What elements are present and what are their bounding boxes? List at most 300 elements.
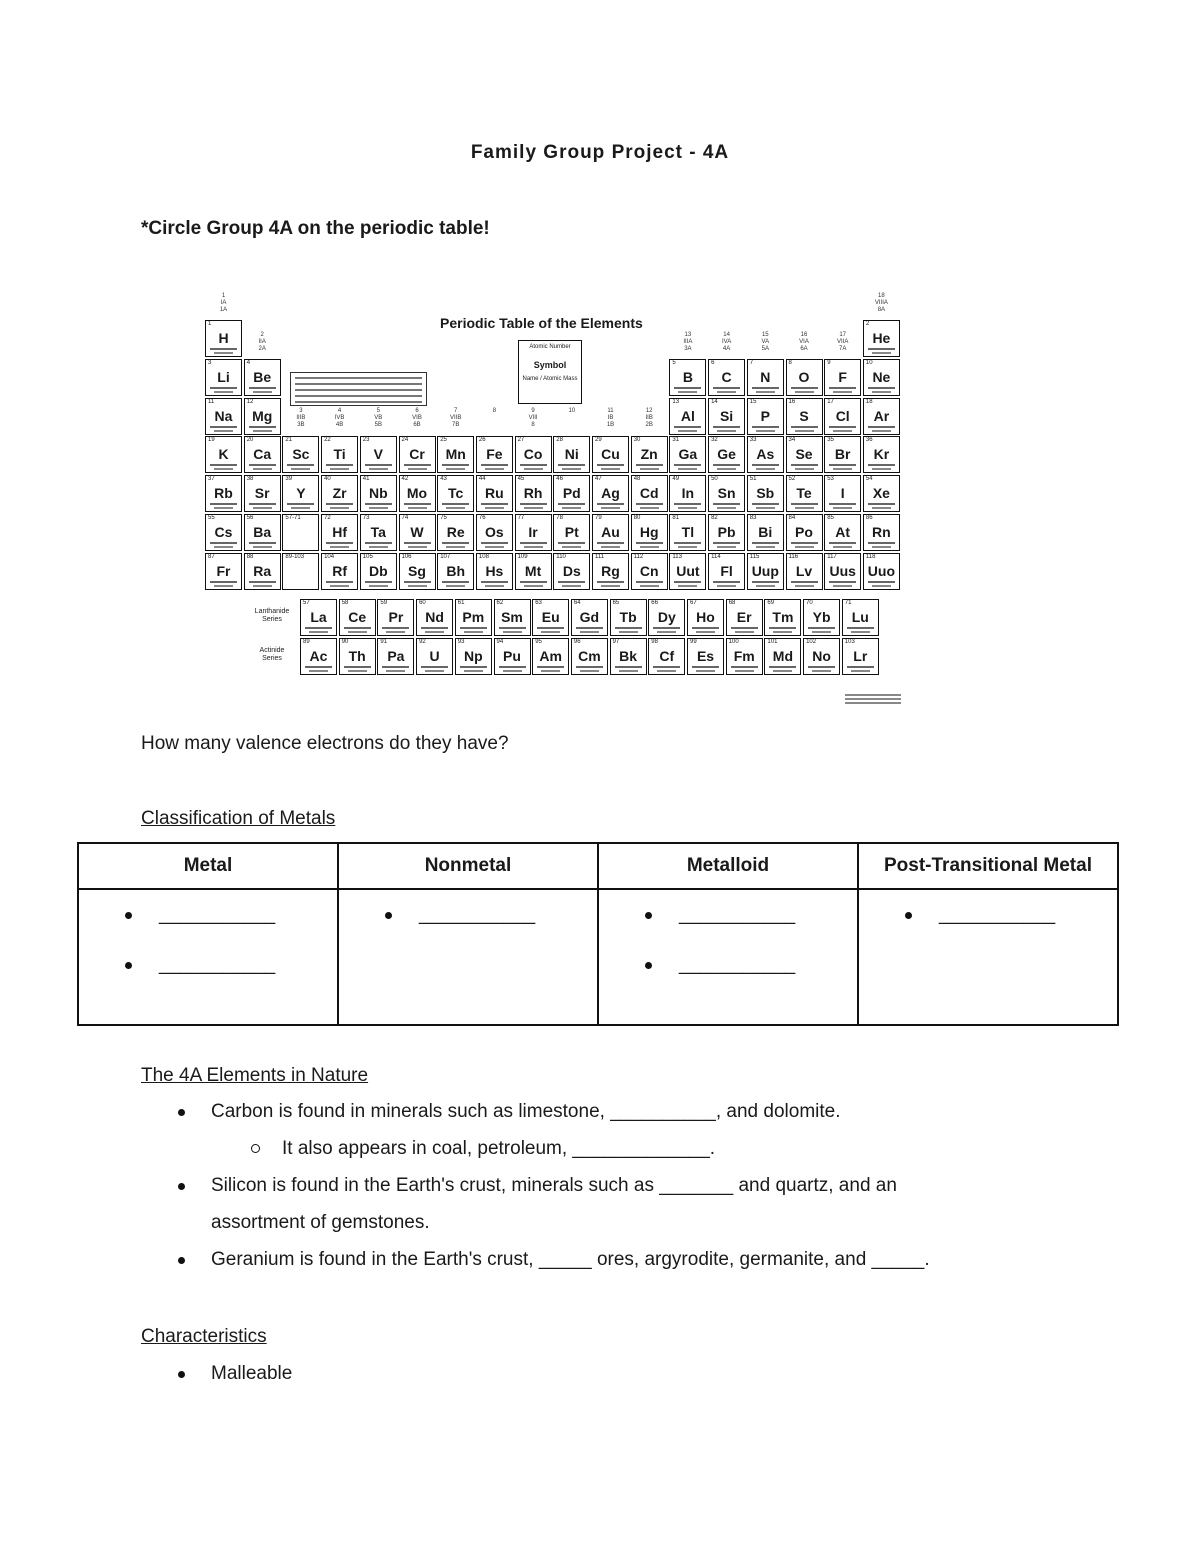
element-symbol: U (429, 648, 440, 664)
element-cell[interactable] (476, 553, 513, 590)
element-cell[interactable] (863, 320, 900, 357)
atomic-number: 48 (633, 476, 641, 483)
atomic-number: 62 (496, 600, 504, 606)
element-cell[interactable] (786, 553, 823, 590)
atomic-number: 105 (362, 553, 373, 560)
group-label: 6 VIB 6B (412, 408, 422, 428)
list-item (141, 1093, 1061, 1130)
atomic-number: 34 (788, 437, 796, 444)
blank-item (599, 904, 857, 954)
nature-item-germanium: Geranium is found in the Earth's crust, _____ ores, argyrodite, germanite, and _____. (211, 1249, 930, 1270)
element-cell[interactable] (282, 553, 319, 590)
element-cell[interactable] (339, 599, 376, 636)
element-cell[interactable] (824, 359, 861, 396)
atomic-number: 78 (556, 515, 563, 521)
element-cell[interactable] (687, 638, 724, 675)
element-cell[interactable] (631, 553, 668, 590)
group-label: 3 IIIB 3B (296, 408, 306, 428)
element-cell[interactable] (515, 514, 552, 551)
metal-cell[interactable] (78, 889, 338, 1025)
atomic-number: 15 (749, 398, 757, 405)
element-cell[interactable] (592, 436, 629, 473)
element-symbol: Sr (254, 485, 270, 502)
atomic-number: 98 (651, 639, 658, 645)
atomic-number: 65 (612, 600, 620, 606)
element-cell[interactable] (648, 599, 685, 636)
header-nonmetal: Nonmetal (338, 843, 598, 889)
atomic-number: 1 (208, 321, 212, 327)
element-symbol: Cm (578, 648, 601, 664)
element-symbol: Bh (446, 562, 466, 579)
atomic-number: 17 (827, 398, 834, 405)
element-cell[interactable] (863, 398, 900, 435)
element-cell[interactable] (244, 398, 281, 435)
element-cell[interactable] (476, 475, 513, 512)
element-cell[interactable] (669, 398, 706, 435)
blank-line[interactable]: ___________ (159, 904, 276, 925)
element-symbol: Rh (523, 485, 543, 502)
element-cell[interactable] (399, 436, 436, 473)
element-cell[interactable] (282, 436, 319, 473)
element-symbol: Be (253, 368, 272, 385)
atomic-number: 93 (457, 639, 465, 645)
element-cell[interactable] (669, 475, 706, 512)
atomic-number: 7 (749, 359, 754, 366)
element-cell[interactable] (339, 638, 376, 675)
list-item (141, 1355, 1061, 1392)
metalloid-cell[interactable] (598, 889, 858, 1025)
element-cell[interactable] (764, 599, 801, 636)
group-label: 16 VIA 6A (799, 332, 809, 352)
atomic-number: 33 (749, 437, 757, 444)
element-cell[interactable] (747, 436, 784, 473)
element-cell[interactable] (377, 638, 414, 675)
element-cell[interactable] (687, 599, 724, 636)
element-symbol: Se (795, 446, 813, 463)
element-cell[interactable] (708, 514, 745, 551)
element-cell[interactable] (399, 514, 436, 551)
element-symbol: Rf (332, 562, 347, 579)
element-cell[interactable] (747, 514, 784, 551)
element-symbol: Hf (332, 524, 347, 540)
element-cell[interactable] (786, 436, 823, 473)
atomic-number: 79 (595, 515, 602, 521)
blank-line[interactable]: ___________ (679, 954, 796, 975)
element-symbol: Pt (564, 524, 579, 540)
group-label: 1 IA 1A (219, 293, 228, 313)
atomic-number: 31 (672, 437, 680, 444)
element-symbol: In (681, 485, 695, 502)
element-symbol: Gd (579, 609, 600, 625)
group-label: 10 (568, 408, 576, 414)
atomic-number: 108 (478, 553, 489, 560)
header-post-transitional-metal: Post-Transitional Metal (858, 843, 1118, 889)
element-cell[interactable] (648, 638, 685, 675)
group-label: 11 IB 1B (606, 408, 615, 428)
element-cell[interactable] (515, 475, 552, 512)
nature-list (141, 1093, 1061, 1278)
nature-heading: The 4A Elements in Nature (141, 1065, 369, 1086)
element-cell[interactable] (803, 599, 840, 636)
element-symbol: As (756, 446, 775, 463)
atomic-number: 16 (788, 398, 796, 405)
element-cell[interactable] (592, 475, 629, 512)
element-cell[interactable] (300, 599, 337, 636)
element-cell[interactable] (360, 475, 397, 512)
element-cell[interactable] (764, 638, 801, 675)
element-cell[interactable] (205, 398, 242, 435)
element-cell[interactable] (824, 553, 861, 590)
element-symbol: Po (795, 524, 813, 540)
element-symbol: Ar (873, 407, 890, 424)
element-cell[interactable] (282, 475, 319, 512)
list-item (141, 1130, 1061, 1167)
element-cell[interactable] (399, 475, 436, 512)
element-cell[interactable] (863, 514, 900, 551)
element-symbol: Tl (681, 524, 695, 540)
element-symbol: Ne (872, 368, 891, 385)
element-symbol: Pr (388, 609, 404, 625)
bullet-icon (178, 1183, 185, 1190)
element-symbol: Pu (503, 648, 521, 664)
element-cell[interactable] (321, 436, 358, 473)
element-cell[interactable] (360, 514, 397, 551)
element-cell[interactable] (360, 553, 397, 590)
element-cell[interactable] (786, 475, 823, 512)
element-cell[interactable] (416, 638, 453, 675)
atomic-number: 86 (865, 515, 873, 521)
element-cell[interactable] (786, 398, 823, 435)
element-symbol: Np (463, 648, 483, 664)
atomic-number: 91 (380, 639, 388, 645)
element-symbol: Tc (448, 485, 464, 502)
element-cell[interactable] (205, 475, 242, 512)
bullet-icon (178, 1371, 185, 1378)
element-symbol: Ac (309, 648, 328, 664)
element-symbol: N (760, 368, 771, 385)
element-cell[interactable] (842, 638, 879, 675)
element-cell[interactable] (747, 553, 784, 590)
element-symbol: Sm (501, 609, 523, 625)
atomic-number: 51 (749, 476, 757, 483)
element-cell[interactable] (571, 638, 608, 675)
atomic-number: 54 (865, 476, 873, 483)
instruction-text: *Circle Group 4A on the periodic table! (141, 218, 490, 239)
element-cell[interactable] (726, 599, 763, 636)
element-cell[interactable] (205, 436, 242, 473)
element-cell[interactable] (360, 436, 397, 473)
blank-line[interactable]: ___________ (679, 904, 796, 925)
element-cell[interactable] (863, 436, 900, 473)
element-cell[interactable] (571, 599, 608, 636)
element-cell[interactable] (321, 553, 358, 590)
atomic-number: 68 (728, 600, 736, 606)
atomic-number: 38 (246, 476, 254, 483)
element-cell[interactable] (553, 475, 590, 512)
element-cell[interactable] (669, 359, 706, 396)
atomic-number: 26 (478, 437, 486, 444)
element-symbol: F (838, 368, 847, 385)
element-symbol: Cl (835, 407, 850, 424)
element-symbol: Fe (486, 446, 503, 463)
element-cell[interactable] (747, 475, 784, 512)
element-symbol: Tm (772, 609, 794, 625)
element-cell[interactable] (476, 436, 513, 473)
element-cell[interactable] (377, 599, 414, 636)
atomic-number: 116 (788, 553, 799, 560)
element-cell[interactable] (786, 514, 823, 551)
element-cell[interactable] (747, 359, 784, 396)
nonmetal-cell[interactable] (338, 889, 598, 1025)
atomic-number: 3 (208, 359, 212, 366)
element-cell[interactable] (631, 514, 668, 551)
characteristics-heading: Characteristics (141, 1326, 267, 1347)
element-cell[interactable] (494, 638, 531, 675)
atomic-number: 60 (419, 600, 426, 606)
element-cell[interactable] (437, 436, 474, 473)
element-cell[interactable] (669, 436, 706, 473)
blank-line[interactable]: ___________ (939, 904, 1056, 925)
element-cell[interactable] (437, 475, 474, 512)
element-cell[interactable] (244, 436, 281, 473)
group-label: 17 VIIA 7A (837, 332, 849, 352)
element-cell[interactable] (708, 436, 745, 473)
post-transitional-cell[interactable] (858, 889, 1118, 1025)
element-symbol: Cu (601, 446, 620, 463)
element-symbol: Pm (462, 609, 485, 625)
element-symbol: K (218, 446, 229, 463)
atomic-number: 30 (633, 437, 641, 444)
element-cell[interactable] (455, 599, 492, 636)
element-cell[interactable] (300, 638, 337, 675)
element-cell[interactable] (708, 398, 745, 435)
element-cell[interactable] (321, 475, 358, 512)
element-cell[interactable] (824, 514, 861, 551)
element-symbol: Sn (717, 485, 736, 502)
atomic-number: 66 (651, 600, 658, 606)
element-cell[interactable] (455, 638, 492, 675)
element-cell[interactable] (244, 359, 281, 396)
atomic-number: 77 (517, 515, 525, 521)
element-symbol: Dy (657, 609, 676, 625)
element-cell[interactable] (824, 398, 861, 435)
element-symbol: Mg (252, 407, 273, 424)
atomic-number: 103 (844, 639, 855, 645)
element-symbol: Al (680, 407, 695, 424)
element-cell[interactable] (592, 553, 629, 590)
element-symbol: Os (485, 524, 504, 540)
atomic-number: 69 (767, 600, 775, 606)
element-symbol: Zn (640, 446, 658, 463)
element-cell[interactable] (205, 320, 242, 357)
atomic-number: 53 (827, 476, 834, 483)
element-symbol: S (799, 407, 809, 424)
list-item (141, 1241, 1061, 1278)
characteristics-list (141, 1355, 1061, 1392)
key-top-label: Atomic Number (529, 344, 571, 350)
element-symbol: Sg (408, 562, 426, 579)
atomic-number: 94 (496, 639, 504, 645)
atomic-number: 110 (556, 553, 566, 560)
element-cell[interactable] (863, 359, 900, 396)
blank-line[interactable]: ___________ (419, 904, 536, 925)
element-cell[interactable] (553, 553, 590, 590)
atomic-number: 85 (827, 515, 834, 521)
atomic-number: 24 (401, 437, 409, 444)
bullet-icon (645, 962, 652, 969)
element-symbol: Ds (562, 562, 581, 579)
element-symbol: Ba (253, 524, 272, 540)
element-symbol: Co (523, 446, 543, 463)
element-cell[interactable] (610, 638, 647, 675)
blank-item (79, 904, 337, 954)
element-cell[interactable] (205, 553, 242, 590)
element-symbol: Bk (619, 648, 638, 664)
element-symbol: Uuo (867, 562, 895, 579)
atomic-number: 20 (246, 437, 254, 444)
atomic-number: 10 (865, 359, 873, 366)
element-cell[interactable] (708, 359, 745, 396)
atomic-number: 49 (672, 476, 680, 483)
atomic-number: 42 (401, 476, 409, 483)
element-cell[interactable] (399, 553, 436, 590)
element-symbol: Mo (406, 485, 428, 502)
periodic-table-title: Periodic Table of the Elements (440, 315, 643, 331)
atomic-number: 36 (865, 437, 873, 444)
element-cell[interactable] (631, 475, 668, 512)
element-cell[interactable] (610, 599, 647, 636)
element-symbol: Eu (541, 609, 560, 625)
element-cell[interactable] (244, 514, 281, 551)
element-symbol: Ca (253, 446, 272, 463)
element-cell[interactable] (669, 514, 706, 551)
element-cell[interactable] (205, 514, 242, 551)
element-symbol: Mt (524, 562, 542, 579)
element-cell[interactable] (205, 359, 242, 396)
element-cell[interactable] (437, 553, 474, 590)
element-cell[interactable] (631, 436, 668, 473)
element-symbol: Na (214, 407, 233, 424)
atomic-number: 8 (788, 359, 792, 366)
atomic-number: 55 (208, 515, 215, 521)
element-cell[interactable] (824, 475, 861, 512)
element-symbol: Ho (696, 609, 715, 625)
blank-item (599, 954, 857, 1004)
atomic-number: 59 (380, 600, 388, 606)
element-symbol: Te (796, 485, 812, 502)
element-cell[interactable] (708, 553, 745, 590)
element-cell[interactable] (553, 514, 590, 551)
bullet-icon (178, 1257, 185, 1264)
element-symbol: Re (446, 524, 465, 540)
element-symbol: Xe (872, 485, 890, 502)
classification-table (77, 842, 1119, 1026)
element-cell[interactable] (282, 514, 319, 551)
atomic-number: 37 (208, 476, 215, 483)
atomic-number: 73 (362, 515, 370, 521)
element-symbol: Nb (368, 485, 388, 502)
element-cell[interactable] (515, 553, 552, 590)
atomic-number: 41 (362, 476, 370, 483)
element-symbol: Fl (720, 562, 733, 579)
element-symbol: Hg (639, 524, 659, 540)
element-cell[interactable] (669, 553, 706, 590)
group-label: 12 IIB 2B (645, 408, 653, 428)
element-cell[interactable] (592, 514, 629, 551)
element-cell[interactable] (437, 514, 474, 551)
group-label: 9 VIII 8 (528, 408, 538, 428)
page-title: Family Group Project - 4A (470, 142, 730, 163)
element-symbol: He (872, 330, 891, 346)
element-cell[interactable] (416, 599, 453, 636)
element-cell[interactable] (786, 359, 823, 396)
element-cell[interactable] (708, 475, 745, 512)
element-cell[interactable] (515, 436, 552, 473)
element-symbol: Zr (332, 485, 347, 502)
element-cell[interactable] (747, 398, 784, 435)
element-symbol: B (682, 368, 693, 385)
element-symbol: Kr (873, 446, 890, 463)
element-cell[interactable] (726, 638, 763, 675)
atomic-number: 99 (690, 639, 697, 645)
element-cell[interactable] (863, 553, 900, 590)
lanthanide-series-label: Lanthanide Series (254, 608, 290, 623)
bullet-icon (178, 1109, 185, 1116)
key-symbol-label: Symbol (533, 360, 567, 370)
element-cell[interactable] (863, 475, 900, 512)
element-cell[interactable] (553, 436, 590, 473)
element-symbol: Fr (216, 562, 231, 579)
atomic-number: 57 (303, 600, 310, 606)
list-item (141, 1167, 1061, 1204)
characteristic-malleable: Malleable (211, 1363, 293, 1384)
atomic-number: 29 (595, 437, 602, 444)
element-cell[interactable] (532, 599, 569, 636)
atomic-number: 58 (341, 600, 349, 606)
atomic-number: 82 (711, 515, 718, 521)
atomic-number: 43 (440, 476, 447, 483)
element-cell[interactable] (244, 553, 281, 590)
atomic-number: 50 (711, 476, 718, 483)
element-cell[interactable] (321, 514, 358, 551)
element-cell[interactable] (824, 436, 861, 473)
atomic-number: 13 (672, 398, 680, 405)
element-symbol: Cf (659, 648, 675, 664)
group-label: 14 IVA 4A (721, 332, 732, 352)
element-cell[interactable] (803, 638, 840, 675)
atomic-number: 4 (246, 359, 251, 366)
blank-item (79, 954, 337, 1004)
atomic-number: 118 (865, 553, 876, 560)
atomic-number: 6 (711, 359, 715, 366)
element-cell[interactable] (244, 475, 281, 512)
element-cell[interactable] (494, 599, 531, 636)
header-metalloid: Metalloid (598, 843, 858, 889)
hollow-bullet-icon (251, 1144, 260, 1153)
element-cell[interactable] (532, 638, 569, 675)
element-symbol: Ru (485, 485, 504, 502)
atomic-number: 19 (208, 437, 215, 444)
element-symbol: Cn (639, 562, 659, 579)
element-cell[interactable] (476, 514, 513, 551)
nature-item-silicon-cont: assortment of gemstones. (211, 1212, 430, 1233)
atomic-number: 115 (749, 553, 760, 560)
blank-line[interactable]: ___________ (159, 954, 276, 975)
nature-item-carbon: Carbon is found in minerals such as limestone, __________, and dolomite. (211, 1101, 841, 1122)
header-metal: Metal (78, 843, 338, 889)
element-symbol: Am (539, 648, 562, 664)
element-cell[interactable] (842, 599, 879, 636)
